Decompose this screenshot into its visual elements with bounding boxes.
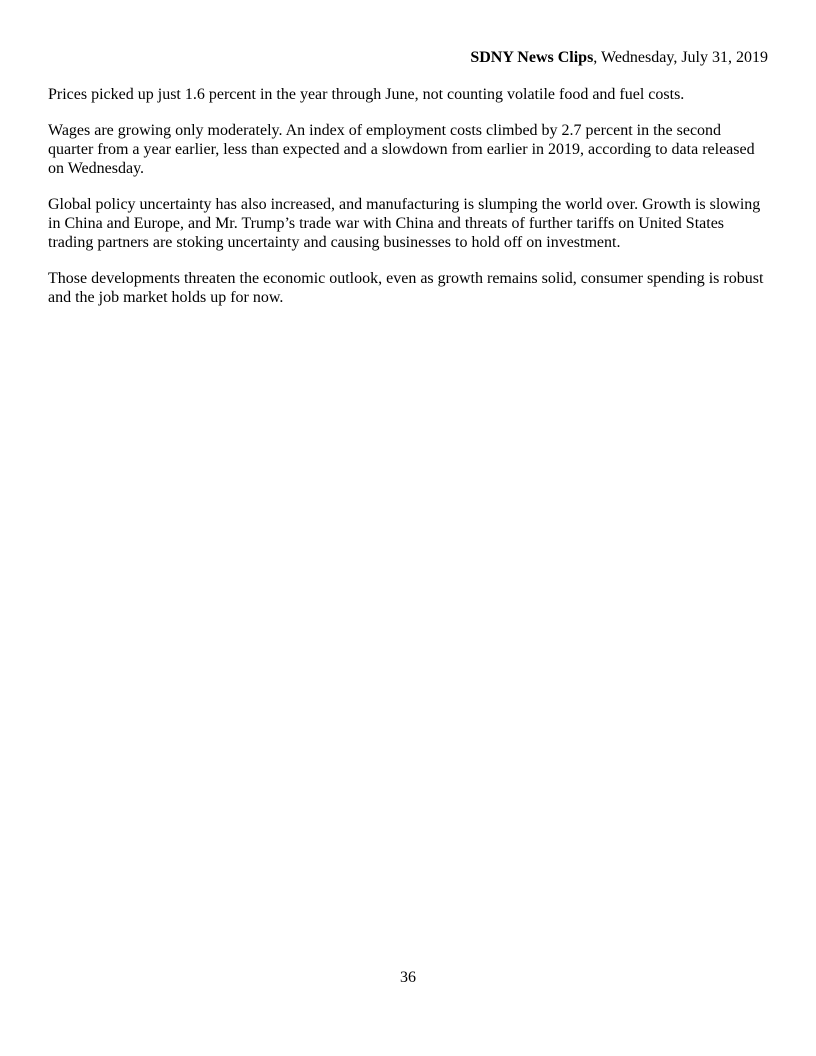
article-body [48,85,768,307]
page-footer [0,968,816,987]
header-date: , Wednesday, July 31, 2019 [593,49,768,66]
header-title: SDNY News Clips [470,49,594,66]
page-number: 36 [400,969,416,986]
paragraph: Those developments threaten the economic outlook, even as growth remains solid, consumer spending is robust and the job market holds up for now. [48,270,764,306]
document-header [48,48,768,67]
paragraph: Wages are growing only moderately. An index of employment costs climbed by 2.7 percent in the second quarter from a year earlier, less than expected and a slowdown from earlier in 2019, according to data released on Wednesday. [48,122,755,177]
paragraph: Global policy uncertainty has also increased, and manufacturing is slumping the world over. Growth is slowing in China and Europe, and Mr. Trump’s trade war with China and threats of further tariffs on United States trading partners are stoking uncertainty and causing businesses to hold off on investment. [48,196,761,251]
paragraph: Prices picked up just 1.6 percent in the year through June, not counting volatile food and fuel costs. [48,86,685,103]
page-content [48,48,768,324]
